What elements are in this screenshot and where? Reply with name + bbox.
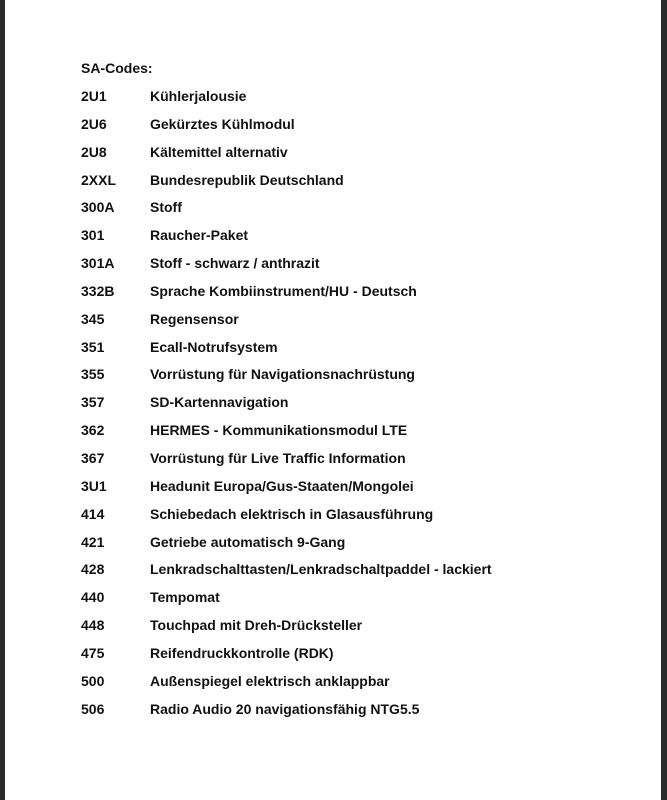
sa-description: Schiebedach elektrisch in Glasausführung	[150, 505, 434, 522]
code-row	[81, 338, 641, 366]
code-row	[81, 588, 641, 616]
code-row	[81, 365, 641, 393]
sa-description: SD-Kartennavigation	[150, 394, 289, 411]
sa-code: 414	[81, 505, 105, 522]
sa-description: Reifendruckkontrolle (RDK)	[150, 644, 334, 661]
sa-description: Bundesrepublik Deutschland	[150, 171, 344, 188]
code-row	[81, 505, 641, 533]
sa-description: Gekürztes Kühlmodul	[150, 115, 295, 132]
sa-code: 2U8	[81, 143, 107, 160]
sa-code: 332B	[81, 282, 115, 299]
sa-code: 506	[81, 700, 105, 717]
code-row	[81, 282, 641, 310]
sa-description: HERMES - Kommunikationsmodul LTE	[150, 422, 408, 439]
sa-code: 3U1	[81, 477, 107, 494]
code-row	[81, 616, 641, 644]
code-row	[81, 393, 641, 421]
sa-description: Vorrüstung für Live Traffic Information	[150, 449, 406, 466]
sa-description: Stoff - schwarz / anthrazit	[150, 255, 320, 272]
code-row	[81, 310, 641, 338]
code-row	[81, 560, 641, 588]
sa-code: 2XXL	[81, 171, 117, 188]
sa-code: 345	[81, 310, 105, 327]
document-heading: SA-Codes:	[81, 60, 153, 76]
sa-description: Außenspiegel elektrisch anklappbar	[150, 672, 390, 689]
sa-code: 351	[81, 338, 105, 355]
code-row	[81, 226, 641, 254]
code-row	[81, 421, 641, 449]
sa-description: Headunit Europa/Gus-Staaten/Mongolei	[150, 477, 414, 494]
sa-description: Tempomat	[150, 589, 220, 606]
sa-code: 475	[81, 644, 105, 661]
sa-code: 301	[81, 227, 105, 244]
code-row	[81, 254, 641, 282]
sa-code: 2U6	[81, 115, 107, 132]
sa-code: 357	[81, 394, 105, 411]
sa-code: 2U1	[81, 88, 107, 104]
sa-code-list	[81, 87, 641, 727]
sa-code: 367	[81, 449, 105, 466]
code-row	[81, 87, 641, 115]
sa-description: Regensensor	[150, 310, 239, 327]
sa-description: Vorrüstung für Navigationsnachrüstung	[150, 366, 415, 383]
sa-code: 500	[81, 672, 105, 689]
document-page	[5, 0, 661, 800]
code-row	[81, 477, 641, 505]
sa-description: Getriebe automatisch 9-Gang	[150, 533, 346, 550]
sa-description: Ecall-Notrufsystem	[150, 338, 278, 355]
code-row	[81, 672, 641, 700]
code-row	[81, 644, 641, 672]
sa-description: Raucher-Paket	[150, 227, 249, 244]
sa-description: Kältemittel alternativ	[150, 143, 288, 160]
sa-description: Radio Audio 20 navigationsfähig NTG5.5	[150, 700, 420, 717]
sa-code: 355	[81, 366, 105, 383]
code-row	[81, 115, 641, 143]
sa-description: Sprache Kombiinstrument/HU - Deutsch	[150, 282, 417, 299]
sa-description: Kühlerjalousie	[150, 88, 247, 104]
code-row	[81, 700, 641, 728]
code-row	[81, 533, 641, 561]
sa-code: 300A	[81, 199, 115, 216]
code-row	[81, 171, 641, 199]
code-row	[81, 143, 641, 171]
sa-code: 440	[81, 589, 105, 606]
sa-code: 362	[81, 422, 105, 439]
sa-code: 448	[81, 617, 105, 634]
sa-description: Stoff	[150, 199, 182, 216]
code-row	[81, 449, 641, 477]
code-row	[81, 198, 641, 226]
sa-description: Lenkradschalttasten/Lenkradschaltpaddel - lackiert	[150, 561, 492, 578]
sa-code: 301A	[81, 255, 115, 272]
sa-description: Touchpad mit Dreh-Drücksteller	[150, 617, 363, 634]
sa-code: 428	[81, 561, 105, 578]
sa-code: 421	[81, 533, 105, 550]
